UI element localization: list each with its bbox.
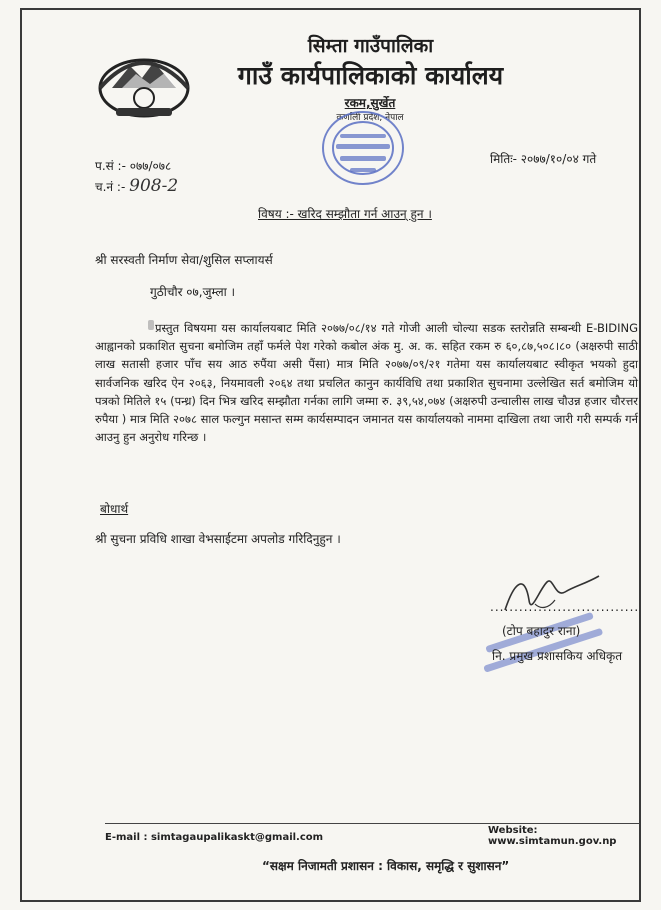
signature-stamp-icon: [470, 606, 623, 686]
footer-website: Website: www.simtamun.gov.np: [488, 825, 617, 847]
signer-title: नि. प्रमुख प्रशासकिय अधिकृत: [492, 649, 623, 663]
chalani-prefix: च.नं :-: [95, 180, 126, 194]
address-line2: कर्णाली प्रदेश, नेपाल: [336, 113, 404, 123]
subject-line: विषय :- खरिद सम्झौता गर्न आउन् हुन ।: [258, 207, 432, 221]
letter-body: प्रस्तुत विषयमा यस कार्यालयबाट मिति २०७७/०८/१४ गते गोजी आली चोल्या सडक स्तरोन्नति सम्बन्धी E-BIDING आह्वानको प्रकाशित सुचना बमोजिम तहाँ फर्मले पेश गरेको कबोल अंक मु. अ. क. सहित रकम रु ६०,८७,५०८।८० (अक्षरुपी साठी लाख सतासी हजार पाँच सय आठ रुपैंया असी पैंसा) मात्र मिति २०७७/०९/२१ गतेमा यस कार्यालयबाट स्वीकृत भयको हुदा सार्वजनिक खरिद ऐन २०६३, नियमावली २०६४ तथा प्रचलित कानुन कार्यविधि तथा प्रकाशित सुचनामा उल्लेखित सर्त बमोजिम यो पत्रको मितिले १५ (पन्ध्र) दिन भित्र खरिद सम्झौता गर्नका लागि जम्मा रु. ३९,५४,०७४ (अक्षरुपी उन्चालीस लाख चौउन्न हजार चौरत्तर रुपैया ) मात्र मिति २०७८ साल फल्गुन मसान्त सम्म कार्यसम्पादन जमानत यस कार्यालयको नाममा दाखिला तथा जारी गरी सम्पर्क गर्न आउनु हुन अनुरोध गरिन्छ ।: [95, 321, 638, 445]
recipient-place: गुठीचौर ०७,जुम्ला ।: [150, 285, 236, 299]
signer-name: (टोप बहादुर राना): [502, 624, 581, 638]
office-name: गाउँ कार्यपालिकाको कार्यालय: [237, 61, 504, 90]
recipient-name: श्री सरस्वती निर्माण सेवा/शुसिल सप्लायर्स: [95, 253, 273, 267]
footer-divider: [105, 823, 640, 824]
letter-date: मितिः- २०७७/१०/०४ गते: [490, 152, 597, 166]
office-seal-stamp-icon: [318, 104, 408, 188]
cc-line: श्री सुचना प्रविधि शाखा वेभसाईटमा अपलोड गरिदिनुहुन ।: [95, 532, 341, 546]
cc-label: बोधार्थ: [100, 502, 129, 516]
signature-dots: ...............................: [490, 600, 640, 614]
chalani-handwritten: 908-2: [129, 176, 179, 196]
footer-email: E-mail : simtagaupalikaskt@gmail.com: [105, 832, 324, 843]
chalani-number: [95, 176, 178, 196]
patra-sankhya: प.सं :- ०७७/०७८: [95, 159, 172, 173]
address-line1: रकम,सुर्खेत: [344, 96, 396, 110]
footer-motto: “सक्षम निजामती प्रशासन : विकास, समृद्धि र सुशासन”: [262, 859, 510, 873]
municipality-name: सिम्ता गाउँपालिका: [307, 35, 434, 57]
